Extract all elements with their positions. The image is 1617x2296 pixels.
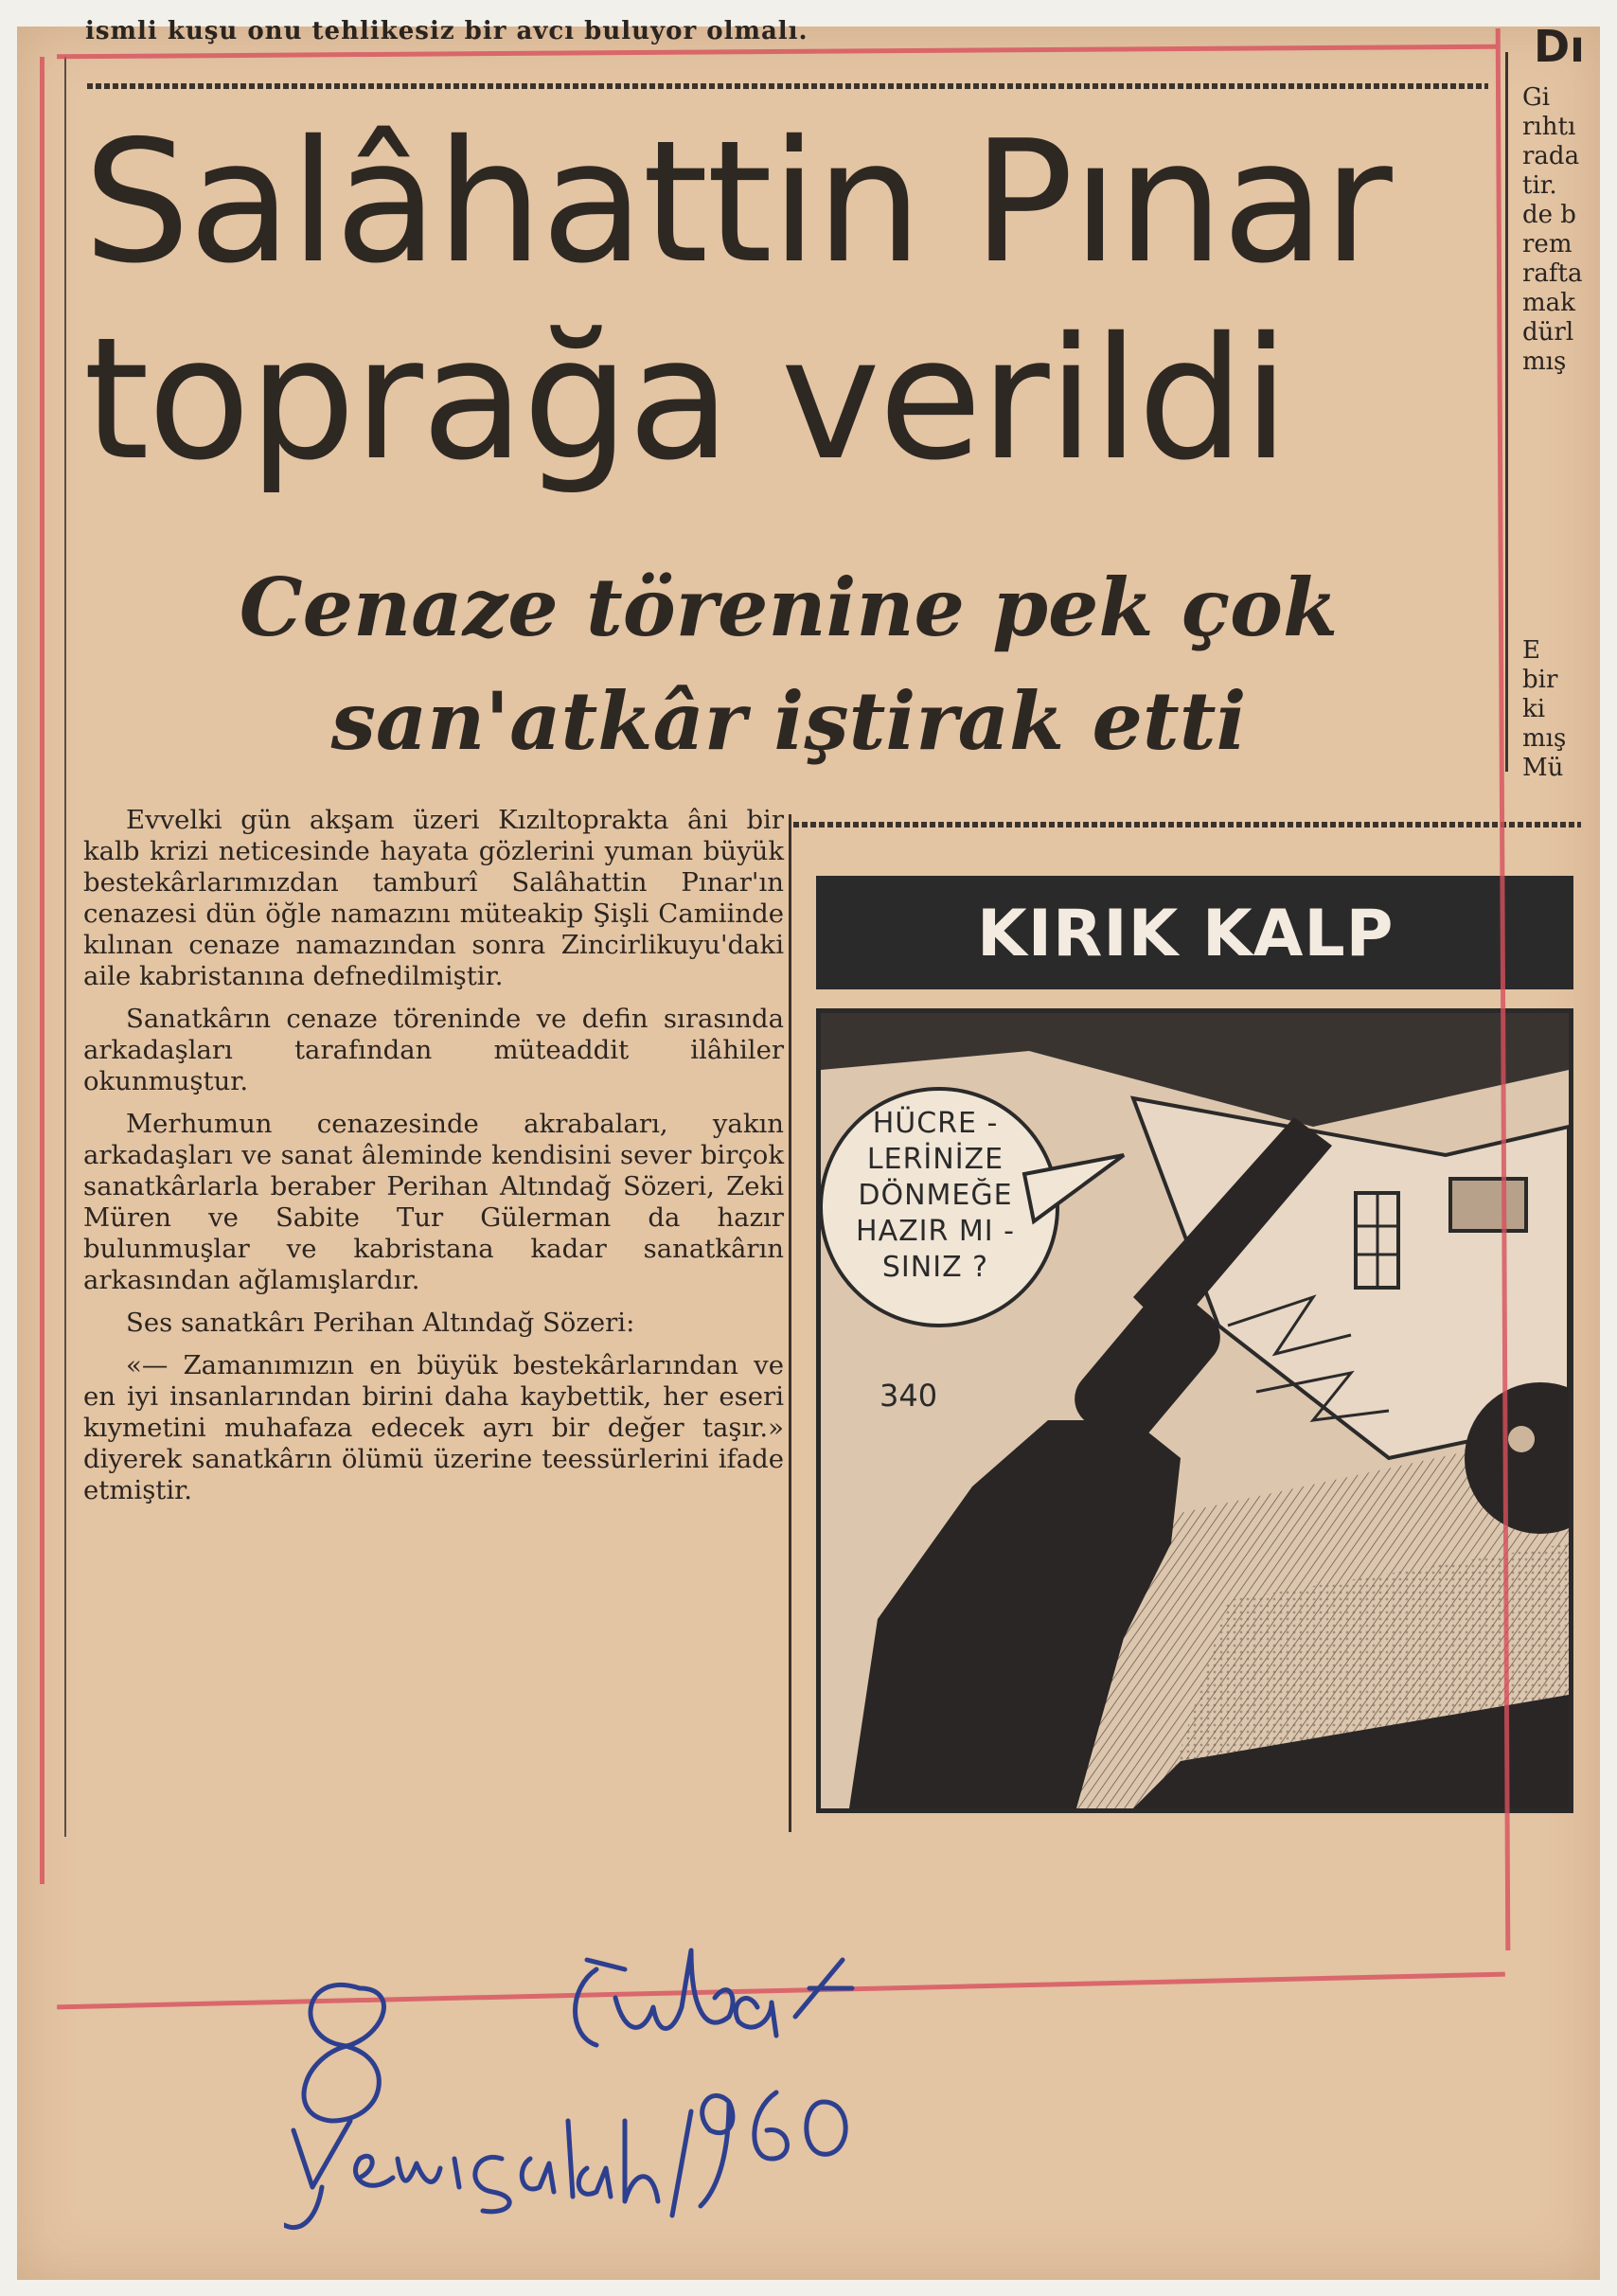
article-paragraph: «— Zamanımızın en büyük bestekârlarından ve en iyi insanlarından birini daha kaybettik, her eseri kıymetini muhafaza edecek ayrı bir değer taşır.» diyerek sanatkârın ölümü üzerine teessürlerini ifade etmiştir. (83, 1350, 784, 1505)
article-column-rule (789, 814, 791, 1832)
comic-panel (816, 1008, 1573, 1813)
balloon-line: HÜCRE - (872, 1107, 999, 1140)
article-paragraph: Ses sanatkârı Perihan Altındağ Sözeri: (126, 1308, 635, 1338)
article-paragraph: Merhumun cenazesinde akrabaları, yakın arkadaşları ve sanat âleminde kendisini sever birçok sanatkârlarla beraber Perihan Altındağ Sözeri, Zeki Müren ve Sabite Tur Gülerman da hazır bulunmuşlar ve kabristana kadar sanatkârın arkasından ağlamışlardır. (83, 1109, 784, 1295)
article-body (83, 805, 784, 1518)
previous-article-fragment: ismli kuşu onu tehlikesiz bir avcı buluyor olmalı. (85, 17, 808, 45)
handwritten-date-note (284, 1931, 1231, 2253)
right-col-line: bir (1522, 666, 1558, 694)
right-col-line: rem (1522, 230, 1573, 258)
headline-line-1: Salâhattin Pınar (83, 104, 1391, 300)
right-col-line: ki (1522, 695, 1546, 723)
right-col-line: mış (1522, 347, 1567, 376)
right-col-line: rafta (1522, 259, 1583, 288)
right-col-line: dürl (1522, 318, 1574, 347)
right-col-line: rıhtı (1522, 113, 1576, 141)
dotted-rule-top (87, 83, 1488, 89)
article-paragraph: Evvelki gün akşam üzeri Kızıltoprakta âni bir kalb krizi neticesinde hayata gözlerini yuman büyük bestekârlarımızdan tamburî Salâhattin Pınar'ın cenazesi dün öğle namazını müteakip Şişli Camiinde kılınan cenaze namazından sonra Zincirlikuyu'daki aile kabristanına defnedilmiştir. (83, 805, 784, 991)
headline-line-2: toprağa verildi (83, 301, 1288, 497)
balloon-line: LERİNİZE (866, 1143, 1004, 1176)
balloon-line: HAZIR MI - (856, 1215, 1015, 1248)
balloon-line: SINIZ ? (881, 1251, 989, 1284)
left-column-rule (64, 57, 66, 1837)
right-col-line: Mü (1522, 754, 1564, 782)
right-col-line: Gi (1522, 83, 1551, 112)
comic-title-bar (816, 876, 1573, 989)
comic-panel-number: 340 (880, 1378, 938, 1414)
right-col-line: tir. (1522, 171, 1557, 200)
right-column-rule (1505, 52, 1508, 772)
right-col-line: mış (1522, 724, 1567, 753)
article-paragraph: Sanatkârın cenaze töreninde ve defin sırasında arkadaşları tarafından müteaddit ilâhiler okunmuştur. (83, 1004, 784, 1096)
right-column-text-bottom (1522, 636, 1596, 783)
speech-balloon (836, 1106, 1035, 1286)
right-col-line: de b (1522, 201, 1576, 229)
right-col-line: E (1522, 636, 1540, 665)
red-pencil-mark-left (40, 57, 44, 1884)
dotted-rule-comic (793, 822, 1581, 828)
comic-title: KIRIK KALP (977, 897, 1395, 971)
right-col-line: rada (1522, 142, 1580, 170)
balloon-line: DÖNMEĞE (858, 1179, 1013, 1212)
comic-strip (816, 876, 1573, 1813)
right-col-line: mak (1522, 289, 1575, 317)
right-column-heading: Dı (1534, 21, 1585, 72)
subheadline-line-1: Cenaze törenine pek çok (239, 561, 1339, 654)
right-column-text-top (1522, 83, 1596, 377)
subheadline-line-2: san'atkâr iştirak etti (330, 674, 1247, 768)
